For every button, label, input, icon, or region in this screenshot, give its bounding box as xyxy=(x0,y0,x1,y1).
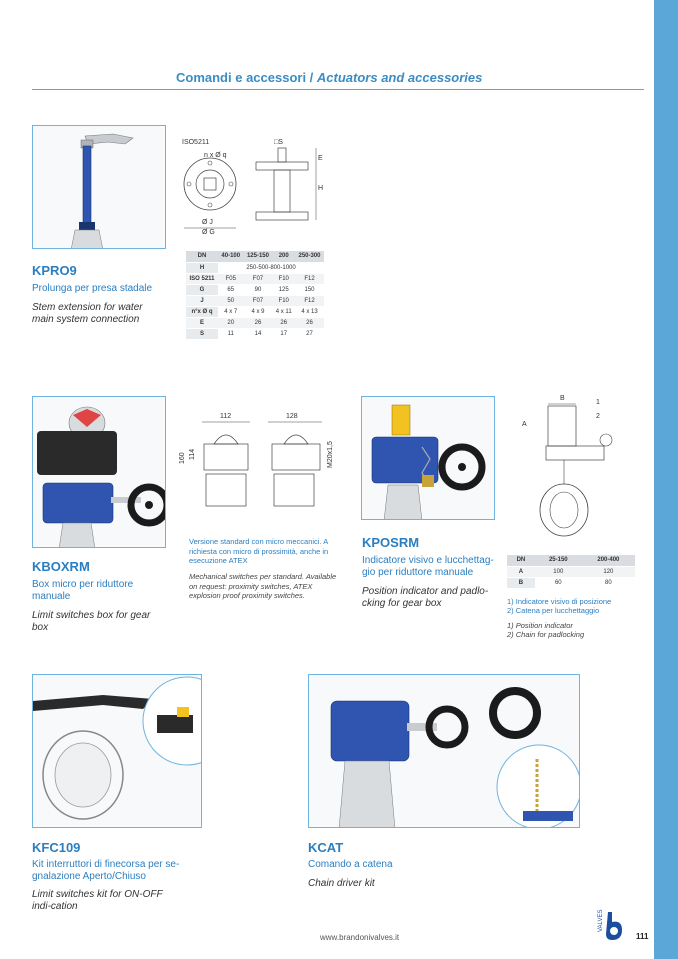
table-header-row xyxy=(507,555,635,566)
table-row-label: E xyxy=(186,317,218,328)
table-row xyxy=(186,262,324,273)
h-label: H xyxy=(318,185,324,192)
table-cell: 65 xyxy=(218,284,243,295)
table-cell: 250-500-800-1000 xyxy=(218,262,324,273)
brand-logo xyxy=(596,908,626,947)
kpro9-code: KPRO9 xyxy=(32,263,77,278)
table-cell: 150 xyxy=(295,284,324,295)
page-title xyxy=(176,70,482,85)
table-row xyxy=(507,577,635,588)
kposrm-legend-it-2: 2) Catena per lucchettaggio xyxy=(507,606,600,615)
s-label: □S xyxy=(274,139,283,146)
kpro9-spec-table xyxy=(186,251,324,340)
table-cell: 26 xyxy=(295,317,324,328)
table-row xyxy=(186,295,324,306)
e-label: E xyxy=(318,155,323,162)
table-row-label: S xyxy=(186,328,218,339)
table-row-label: B xyxy=(507,577,535,588)
kcat-desc-en: Chain driver kit xyxy=(308,878,375,889)
table-row xyxy=(186,306,324,317)
kpro9-drawing xyxy=(178,132,328,248)
table-cell: 125 xyxy=(272,284,295,295)
kpro9-desc-it: Prolunga per presa stadale xyxy=(32,283,153,294)
table-cell: 27 xyxy=(295,328,324,339)
kposrm-desc-en: Position indicator and padlo-cking for gear box xyxy=(362,586,489,609)
table-cell: 90 xyxy=(244,284,273,295)
table-header-cell: 200 xyxy=(272,251,295,262)
kboxrm-note-en: Mechanical switches per standard. Available on request: proximity switches, ATEX explosion proof proximity switches. xyxy=(189,572,337,600)
dim-160: 160 xyxy=(179,452,186,464)
kboxrm-drawing xyxy=(176,408,336,524)
b-label: B xyxy=(560,395,565,402)
table-cell: 20 xyxy=(218,317,243,328)
kcat-code: KCAT xyxy=(308,840,344,855)
table-cell: 50 xyxy=(218,295,243,306)
kposrm-spec-table xyxy=(507,555,635,589)
table-row xyxy=(507,566,635,577)
kpro9-desc-en: Stem extension for water main system connection xyxy=(32,302,143,325)
iso-label: ISO5211 xyxy=(182,139,210,146)
table-cell: F07 xyxy=(244,273,273,284)
page-number: 111 xyxy=(636,932,649,941)
kposrm-drawing xyxy=(512,390,622,540)
table-cell: 80 xyxy=(582,577,635,588)
kboxrm-desc-it: Box micro per riduttore manuale xyxy=(32,579,134,602)
dim-128: 128 xyxy=(286,413,298,420)
kposrm-legend-en-1: 1) Position indicator xyxy=(507,621,573,630)
table-row xyxy=(186,284,324,295)
nxq-label: n x Ø q xyxy=(204,152,227,159)
table-header-cell: DN xyxy=(507,555,535,566)
table-row-label: ISO 5211 xyxy=(186,273,218,284)
table-row-label: A xyxy=(507,566,535,577)
table-cell: 4 x 13 xyxy=(295,306,324,317)
table-header-cell: 200-400 xyxy=(582,555,635,566)
table-cell: 26 xyxy=(244,317,273,328)
kboxrm-photo xyxy=(32,396,166,548)
brand-logo-text: VALVES xyxy=(598,909,604,932)
kposrm-legend-en-2: 2) Chain for padlocking xyxy=(507,630,585,639)
thread-label: M20x1,5 xyxy=(327,441,334,468)
dim-114: 114 xyxy=(189,448,196,460)
side-color-bar xyxy=(654,0,678,959)
table-cell: 4 x 11 xyxy=(272,306,295,317)
table-row-label: H xyxy=(186,262,218,273)
table-row-label: J xyxy=(186,295,218,306)
a-label: A xyxy=(522,421,527,428)
kboxrm-desc-en: Limit switches box for gear box xyxy=(32,610,151,633)
table-cell: 14 xyxy=(244,328,273,339)
table-header-cell: DN xyxy=(186,251,218,262)
table-row xyxy=(186,328,324,339)
kposrm-code: KPOSRM xyxy=(362,535,420,550)
table-cell: F12 xyxy=(295,295,324,306)
table-header-cell: 250-300 xyxy=(295,251,324,262)
footer-url: www.brandonivalves.it xyxy=(320,933,400,942)
kcat-desc-it: Comando a catena xyxy=(308,859,393,870)
table-row xyxy=(186,317,324,328)
title-italian: Comandi e accessori / xyxy=(176,70,317,85)
kposrm-desc-it: Indicatore visivo e lucchettag-gio per riduttore manuale xyxy=(362,555,494,578)
table-header-cell: 40-100 xyxy=(218,251,243,262)
table-header-cell: 125-150 xyxy=(244,251,273,262)
g-label: Ø G xyxy=(202,229,215,236)
table-cell: 100 xyxy=(535,566,582,577)
table-cell: 4 x 9 xyxy=(244,306,273,317)
kfc109-desc-it: Kit interruttori di finecorsa per se-gnalazione Aperto/Chiuso xyxy=(32,859,180,882)
kboxrm-note-it: Versione standard con micro meccanici. A richiesta con micro di prossimità, anche in esecuzione ATEX xyxy=(189,537,329,565)
kpro9-photo xyxy=(32,125,166,249)
table-cell: F05 xyxy=(218,273,243,284)
table-cell: F07 xyxy=(244,295,273,306)
table-cell: 60 xyxy=(535,577,582,588)
j-label: Ø J xyxy=(202,219,213,226)
kfc109-desc-en: Limit switches kit for ON-OFF indi-cation xyxy=(32,889,163,912)
n2-label: 2 xyxy=(596,413,600,420)
table-header-row xyxy=(186,251,324,262)
table-row xyxy=(186,273,324,284)
title-english: Actuators and accessories xyxy=(316,70,483,85)
table-cell: F10 xyxy=(272,273,295,284)
kposrm-legend-it-1: 1) Indicatore visivo di posizione xyxy=(507,597,612,606)
kfc109-photo xyxy=(32,674,202,828)
table-cell: F10 xyxy=(272,295,295,306)
table-row-label: G xyxy=(186,284,218,295)
kposrm-photo xyxy=(361,396,495,520)
table-cell: F12 xyxy=(295,273,324,284)
table-cell: 4 x 7 xyxy=(218,306,243,317)
table-cell: 17 xyxy=(272,328,295,339)
kboxrm-code: KBOXRM xyxy=(32,559,90,574)
table-cell: 11 xyxy=(218,328,243,339)
table-header-cell: 25-150 xyxy=(535,555,582,566)
kfc109-code: KFC109 xyxy=(32,840,81,855)
table-row-label: n°x Ø q xyxy=(186,306,218,317)
dim-112: 112 xyxy=(220,413,232,420)
header-divider xyxy=(32,89,644,90)
n1-label: 1 xyxy=(596,399,600,406)
table-cell: 120 xyxy=(582,566,635,577)
table-cell: 26 xyxy=(272,317,295,328)
kcat-photo xyxy=(308,674,580,828)
